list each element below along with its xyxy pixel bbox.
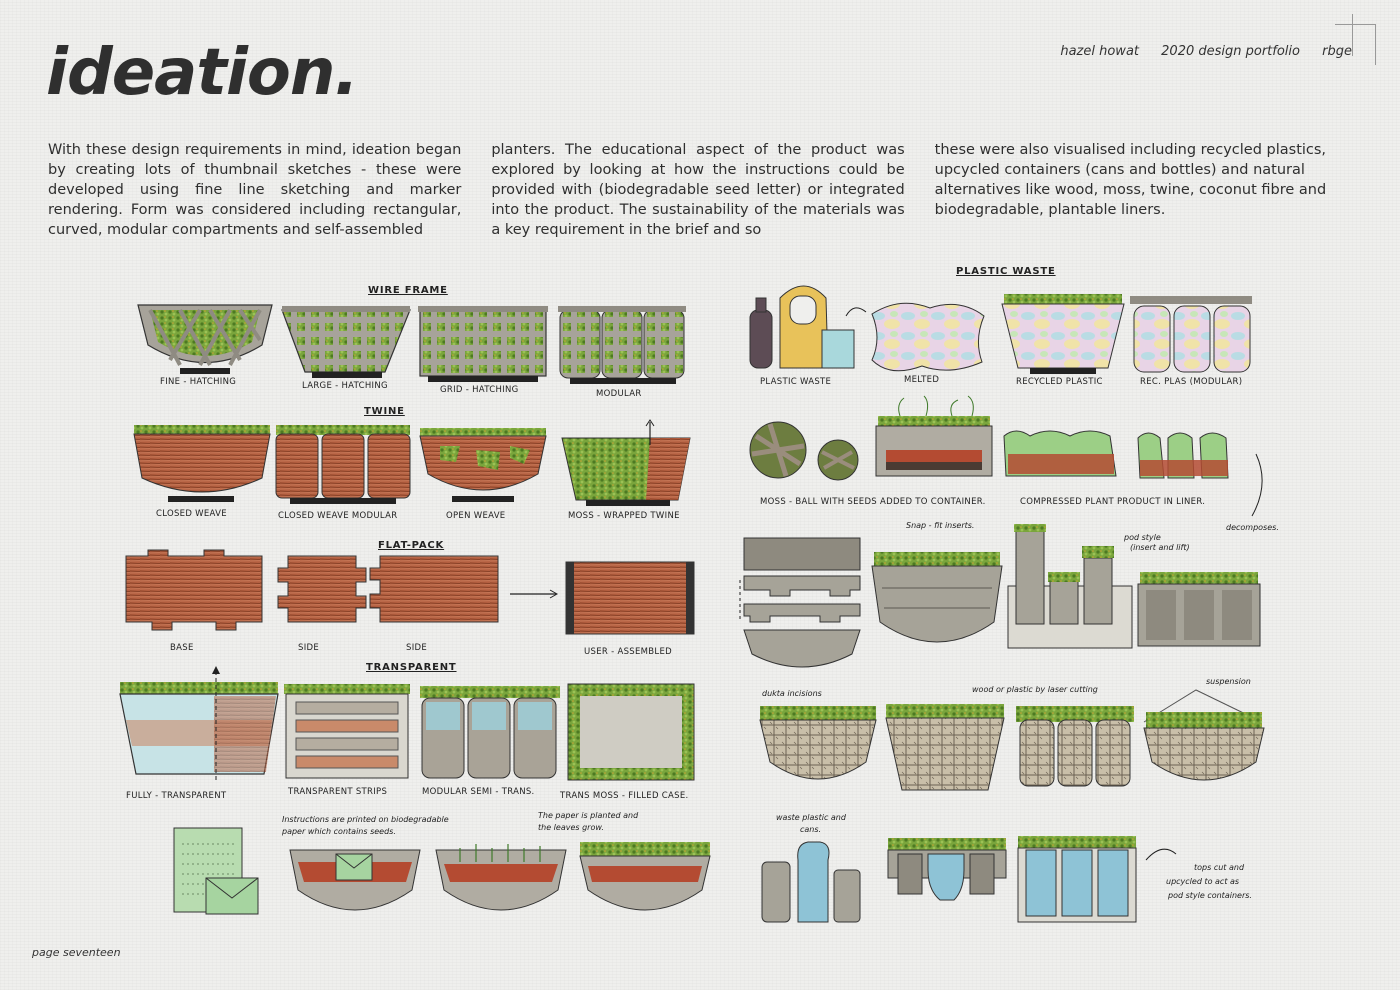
twine-heading: TWINE bbox=[364, 406, 405, 417]
transparent-strips-label: TRANSPARENT STRIPS bbox=[288, 787, 388, 797]
large-hatching-label: LARGE - HATCHING bbox=[302, 381, 388, 391]
paper-note-1: The paper is planted and bbox=[538, 811, 639, 820]
side-label-2: SIDE bbox=[406, 643, 428, 653]
dukta-planter bbox=[760, 706, 876, 779]
flat-pack-assembled bbox=[566, 562, 694, 657]
moss-wrapped-label: MOSS - WRAPPED TWINE bbox=[568, 511, 680, 521]
seed-letter bbox=[174, 828, 258, 914]
compressed-liner-2 bbox=[1138, 433, 1228, 478]
closed-weave-modular-label: CLOSED WEAVE MODULAR bbox=[278, 511, 398, 521]
waste-plastic-note-1: waste plastic and bbox=[776, 813, 846, 822]
flat-pack-side-2 bbox=[370, 556, 498, 653]
seed-planter-1 bbox=[290, 850, 420, 910]
trans-moss-label: TRANS MOSS - FILLED CASE. bbox=[560, 791, 689, 801]
recycled-plastic-modular bbox=[1130, 296, 1252, 387]
snap-fit-note: Snap - fit inserts. bbox=[906, 521, 975, 530]
plastic-waste-heading: PLASTIC WASTE bbox=[956, 266, 1056, 277]
instructions-note-2: paper which contains seeds. bbox=[282, 827, 396, 836]
compressed-label: COMPRESSED PLANT PRODUCT IN LINER. bbox=[1020, 497, 1206, 507]
decomposes-note: decomposes. bbox=[1226, 523, 1279, 532]
paper-note-2: the leaves grow. bbox=[538, 823, 604, 832]
pod-grid bbox=[1138, 572, 1260, 646]
base-label: BASE bbox=[170, 643, 194, 653]
melted-label: MELTED bbox=[904, 375, 940, 385]
modular-semi-label: MODULAR SEMI - TRANS. bbox=[422, 787, 535, 797]
rec-plas-modular-label: REC. PLAS (MODULAR) bbox=[1140, 377, 1243, 387]
can-planter bbox=[888, 838, 1006, 900]
flat-pack-side-1 bbox=[278, 556, 366, 653]
moss-container bbox=[876, 396, 992, 476]
dukta-note: dukta incisions bbox=[762, 689, 822, 698]
wire-frame-modular bbox=[558, 306, 686, 399]
twine-closed-weave bbox=[134, 425, 270, 519]
bottle-planter bbox=[1018, 836, 1136, 922]
flat-pack-heading: FLAT-PACK bbox=[378, 540, 445, 551]
pod-style bbox=[1008, 524, 1132, 648]
pod-style-note-2: (insert and lift) bbox=[1130, 543, 1190, 552]
page-number: page seventeen bbox=[32, 946, 121, 959]
user-assembled-label: USER - ASSEMBLED bbox=[584, 647, 672, 657]
side-label-1: SIDE bbox=[298, 643, 320, 653]
closed-weave-label: CLOSED WEAVE bbox=[156, 509, 227, 519]
intro-column-2: planters. The educational aspect of the product was explored by looking at how the instructions could be provided with (biodegradable seed letter) or integrated into the product. The sustainability of the materials was a key requirement in the brief and so bbox=[491, 142, 905, 238]
sketch-sheet bbox=[0, 250, 1400, 940]
waste-plastic-note-2: cans. bbox=[800, 825, 822, 834]
wire-frame-fine-hatching bbox=[138, 305, 272, 387]
tops-cut-note-2: upcycled to act as bbox=[1166, 877, 1240, 886]
moss-ball bbox=[750, 422, 858, 480]
wire-frame-large-hatching bbox=[282, 306, 410, 391]
twine-closed-weave-modular bbox=[276, 425, 410, 521]
wire-frame-grid-hatching bbox=[418, 306, 548, 395]
tops-cut-note-1: tops cut and bbox=[1194, 863, 1245, 872]
plastic-waste-items bbox=[750, 286, 854, 387]
instructions-note-1: Instructions are printed on biodegradable bbox=[282, 815, 449, 824]
fine-hatching-label: FINE - HATCHING bbox=[160, 377, 237, 387]
transparent-fully bbox=[120, 666, 278, 801]
pod-style-note-1: pod style bbox=[1124, 533, 1161, 542]
portfolio-year: 2020 design portfolio bbox=[1161, 44, 1300, 59]
twine-moss-wrapped bbox=[562, 420, 690, 521]
organisation: rbge bbox=[1322, 44, 1352, 59]
melted-plastic bbox=[872, 303, 984, 385]
flat-pack-base bbox=[126, 550, 262, 653]
seed-planter-3 bbox=[580, 842, 710, 910]
wire-frame-heading: WIRE FRAME bbox=[368, 285, 448, 296]
intro-column-3: these were also visualised including recycled plastics, upcycled containers (cans and bottles) and natural alternatives like wood, moss, twine, coconut fibre and biodegradable, plantable liners. bbox=[934, 142, 1327, 218]
recycled-plastic-label: RECYCLED PLASTIC bbox=[1016, 377, 1103, 387]
snap-fit-assembled bbox=[872, 552, 1002, 642]
snap-fit-parts bbox=[740, 538, 860, 667]
tops-cut-note-3: pod style containers. bbox=[1168, 891, 1252, 900]
suspension-planter bbox=[1144, 690, 1264, 780]
intro-text bbox=[48, 140, 1348, 240]
transparent-moss-case bbox=[559, 684, 694, 801]
laser-planter-2 bbox=[1016, 706, 1134, 786]
compressed-liner-1 bbox=[1004, 431, 1116, 476]
author-name: hazel howat bbox=[1060, 44, 1140, 59]
intro-column-1: With these design requirements in mind, ideation began by creating lots of thumbnail sketches - these were developed using fine line sketching and marker rendering. Form was considered including rectangular, curved, modular compartments and self-assembled bbox=[48, 142, 462, 238]
waste-cans bbox=[762, 842, 860, 922]
fully-transparent-label: FULLY - TRANSPARENT bbox=[126, 791, 227, 801]
suspension-note: suspension bbox=[1206, 677, 1251, 686]
twine-open-weave bbox=[420, 428, 546, 521]
transparent-heading: TRANSPARENT bbox=[366, 662, 457, 673]
transparent-modular-semi bbox=[420, 686, 560, 797]
seed-planter-2 bbox=[436, 844, 566, 910]
plastic-waste-label: PLASTIC WASTE bbox=[760, 377, 832, 387]
page-title: ideation. bbox=[46, 36, 358, 110]
laser-planter-1 bbox=[886, 704, 1004, 790]
wood-plastic-note: wood or plastic by laser cutting bbox=[972, 685, 1098, 694]
portfolio-meta bbox=[1042, 44, 1352, 59]
open-weave-label: OPEN WEAVE bbox=[446, 511, 506, 521]
recycled-plastic bbox=[1002, 294, 1124, 387]
modular-label: MODULAR bbox=[596, 389, 642, 399]
moss-ball-label: MOSS - BALL WITH SEEDS ADDED TO CONTAINER. bbox=[760, 497, 986, 507]
transparent-strips bbox=[284, 684, 410, 797]
grid-hatching-label: GRID - HATCHING bbox=[440, 385, 519, 395]
